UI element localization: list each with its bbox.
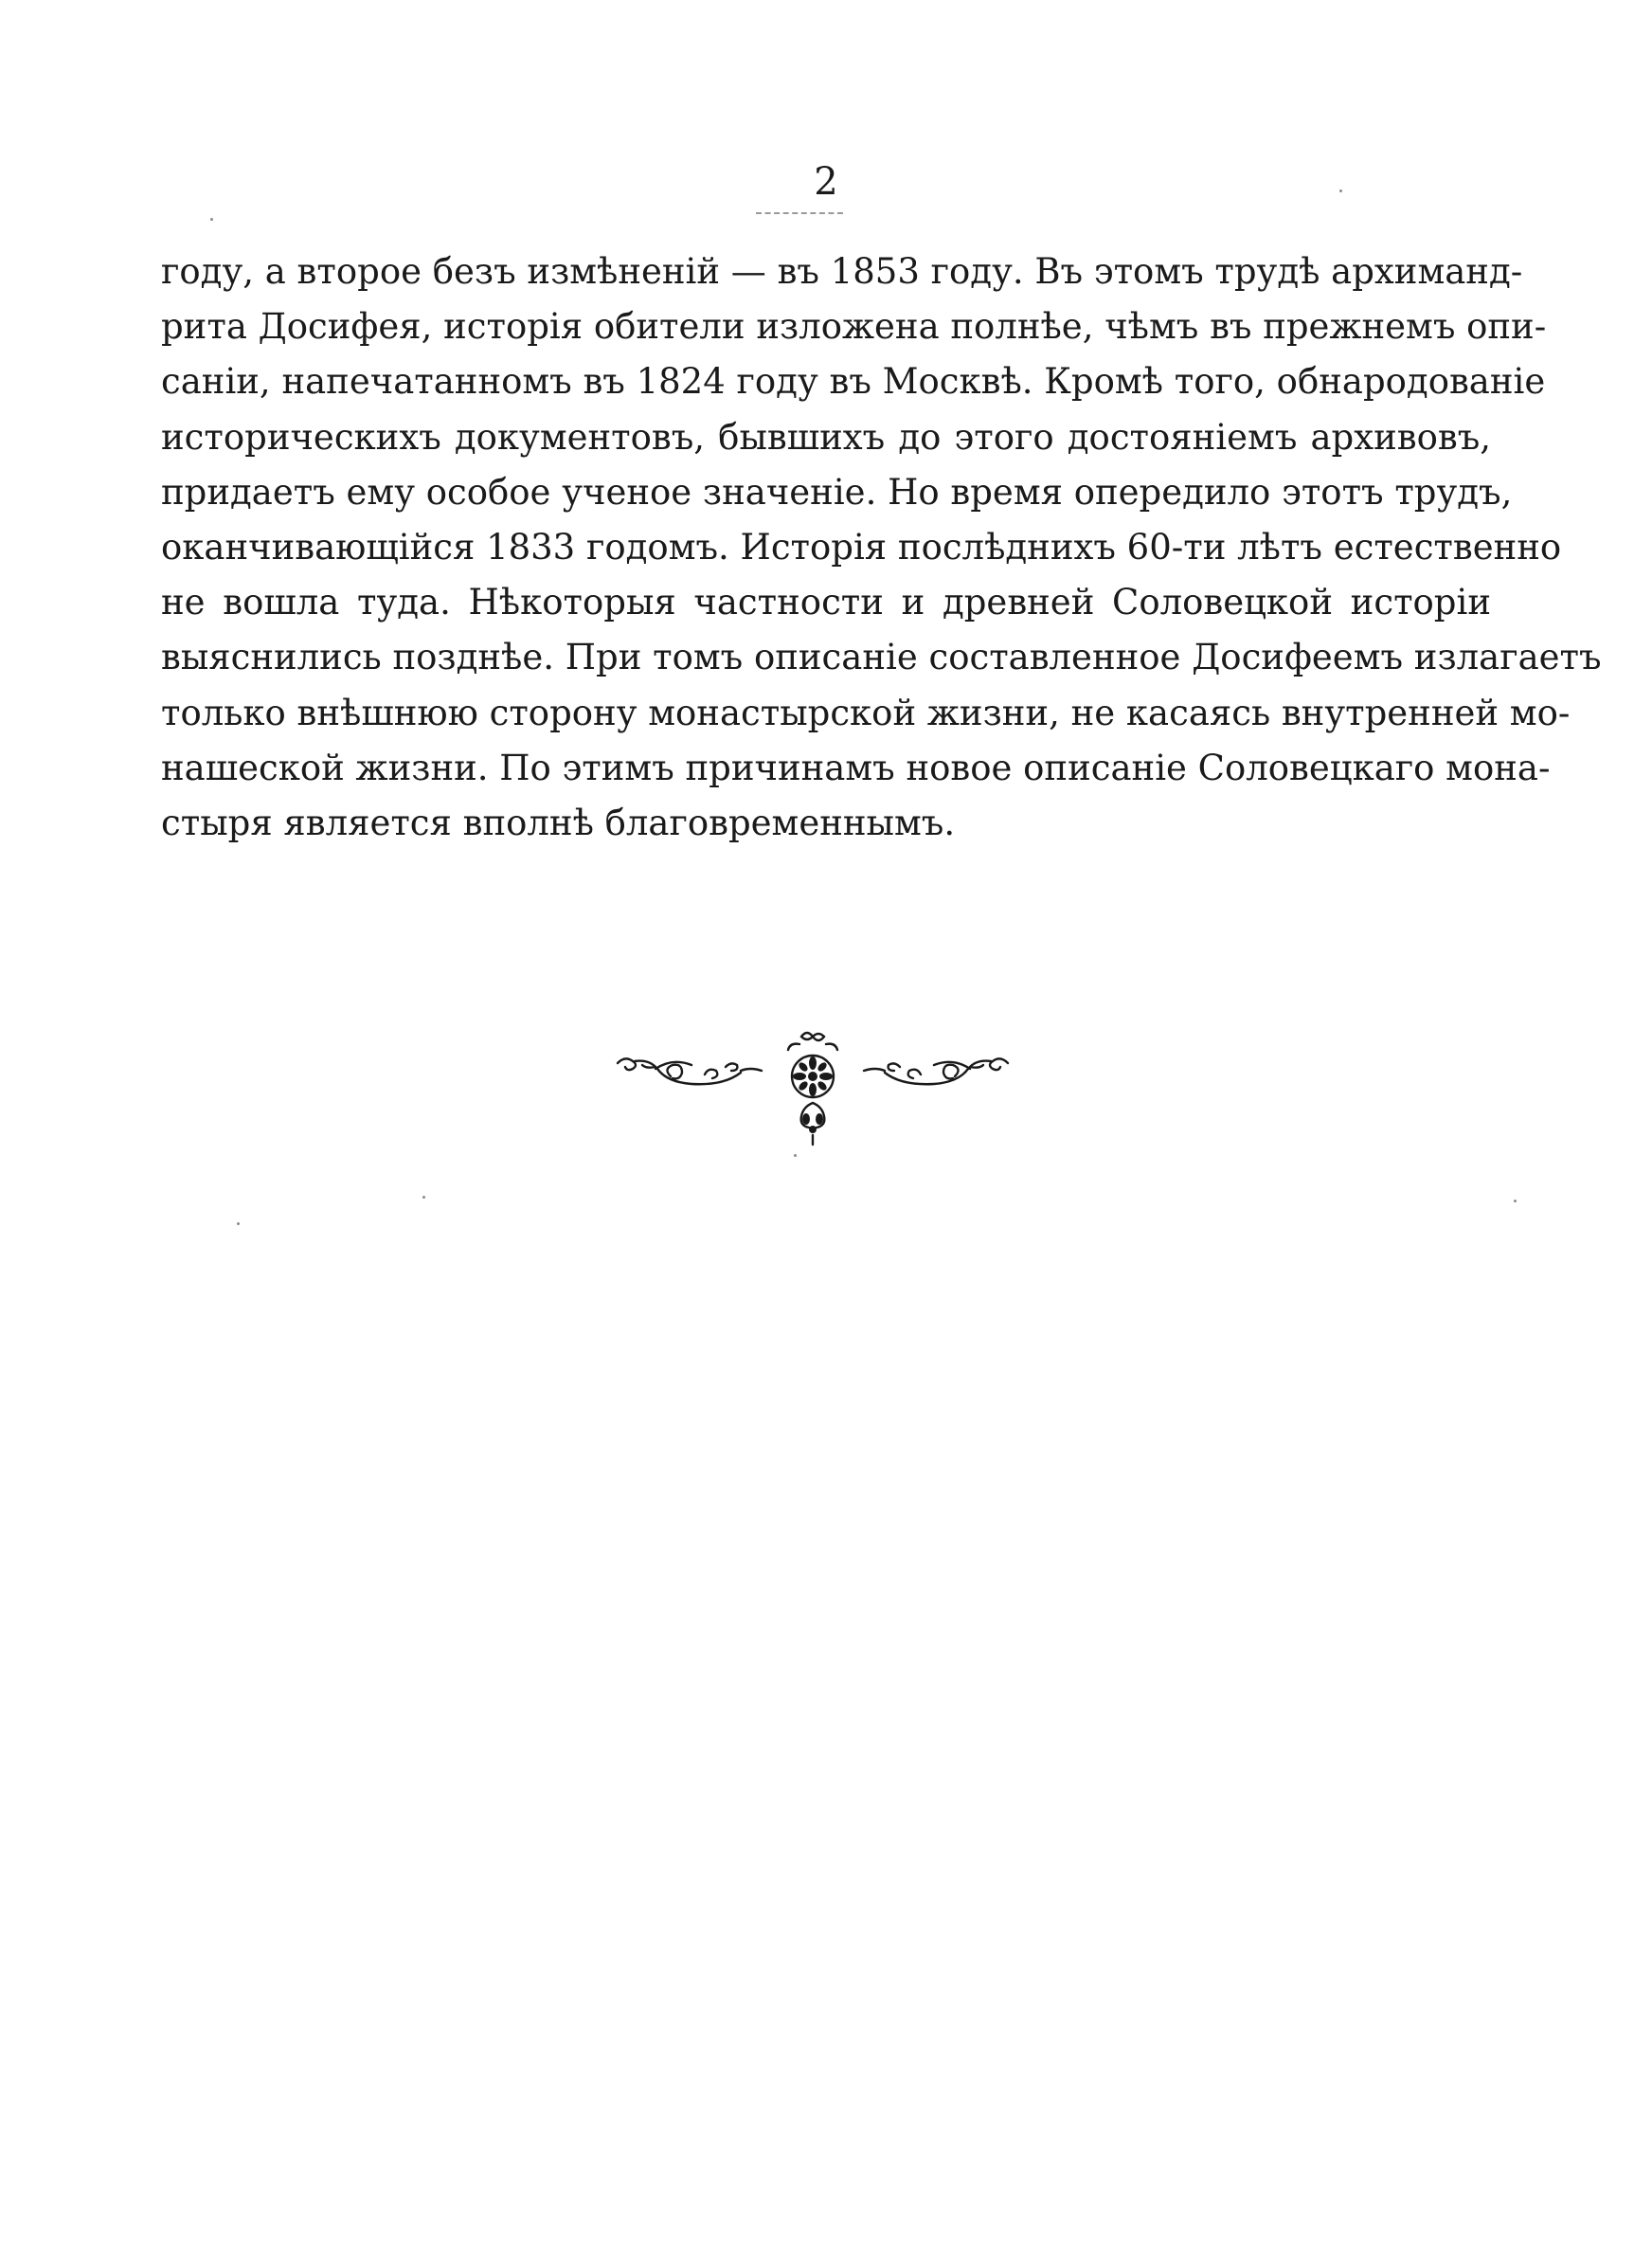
scan-speck xyxy=(237,1222,240,1225)
text-line-2: рита Досифея, исторія обители изложена полнѣе, чѣмъ въ прежнемъ опи- xyxy=(161,306,1547,348)
body-text xyxy=(161,244,1602,851)
scan-speck xyxy=(422,1196,425,1199)
text-line-5: придаетъ ему особое ученое значеніе. Но время опередило этотъ трудъ, xyxy=(161,471,1513,513)
text-line-10: нашеской жизни. По этимъ причинамъ новое описаніе Соловецкаго мона- xyxy=(161,747,1551,788)
scan-speck xyxy=(1339,190,1342,192)
text-line-3: саніи, напечатанномъ въ 1824 году въ Москвѣ. Кромѣ того, обнародованіе xyxy=(161,361,1546,403)
text-line-6: оканчивающійся 1833 годомъ. Исторія послѣднихъ 60-ти лѣтъ естественно xyxy=(161,526,1562,568)
text-line-1: году, а второе безъ измѣненій — въ 1853 году. Въ этомъ трудѣ архиманд- xyxy=(161,251,1523,292)
text-line-7: не вошла туда. Нѣкоторыя частности и древней Соловецкой исторіи xyxy=(161,582,1491,623)
text-line-8: выяснились позднѣе. При томъ описаніе составленное Досифеемъ излагаетъ xyxy=(161,637,1602,678)
page-number-rule xyxy=(756,212,843,214)
scan-speck xyxy=(1514,1200,1517,1202)
text-line-11: стыря является вполнѣ благовременнымъ. xyxy=(161,802,956,843)
page-number: 2 xyxy=(814,160,838,204)
floral-tailpiece-ornament-icon xyxy=(614,1027,1012,1150)
text-line-4: историческихъ документовъ, бывшихъ до этого достояніемъ архивовъ, xyxy=(161,416,1491,458)
text-line-9: только внѣшнюю сторону монастырской жизни, не касаясь внутренней мо- xyxy=(161,692,1571,733)
scan-speck xyxy=(210,218,213,221)
scan-speck xyxy=(794,1154,797,1157)
